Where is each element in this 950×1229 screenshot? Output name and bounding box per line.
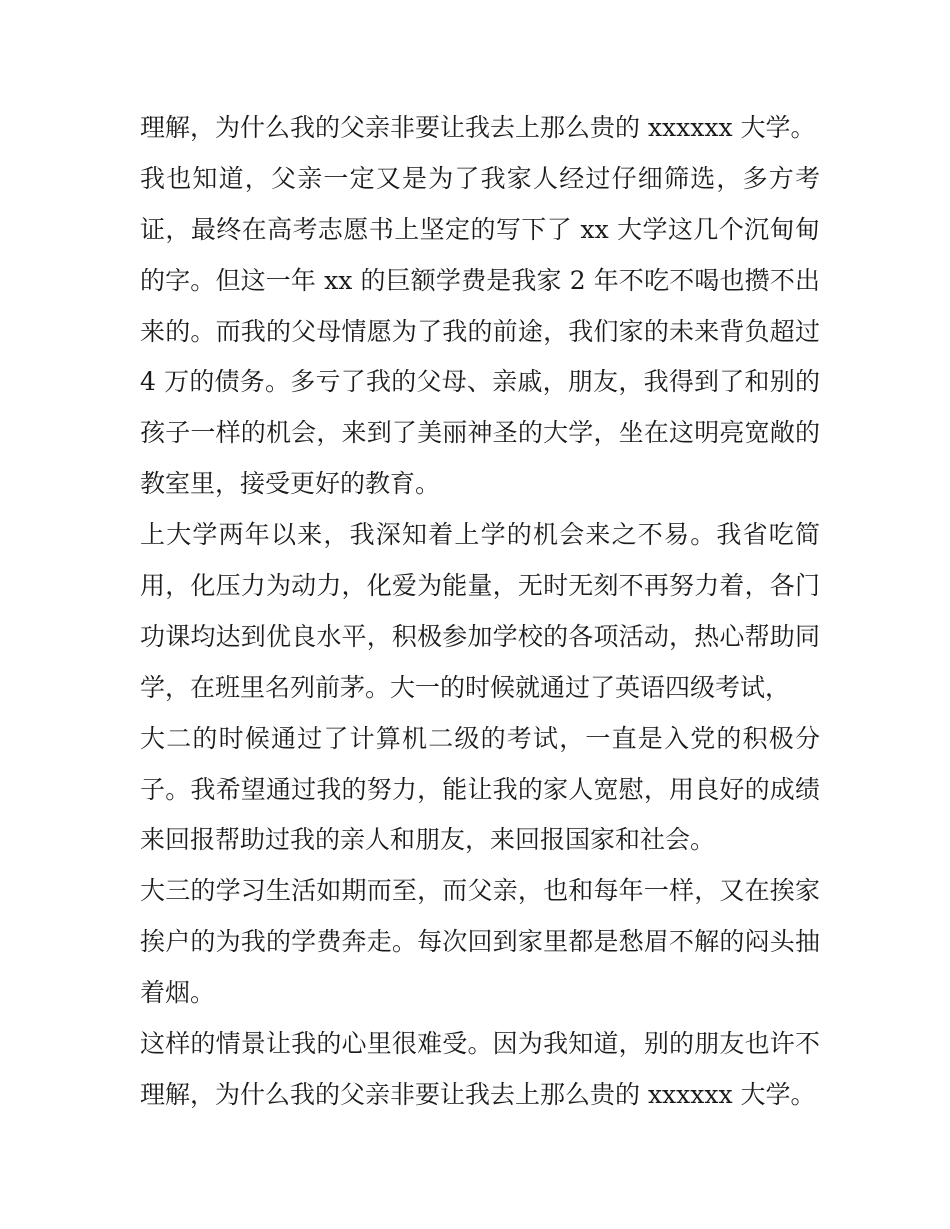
- text-line: 大三的学习生活如期而至，而父亲，也和每年一样，又在挨家: [140, 876, 820, 906]
- text-line: 理解，为什么我的父亲非要让我去上那么贵的 xxxxxx 大学。: [140, 1079, 816, 1109]
- text-line: 用，化压力为动力，化爱为能量，无时无刻不再努力着，各门: [140, 571, 820, 601]
- text-line: 证，最终在高考志愿书上坚定的写下了 xx 大学这几个沉甸甸: [140, 214, 820, 244]
- text-line: 理解，为什么我的父亲非要让我去上那么贵的 xxxxxx 大学。: [140, 113, 816, 142]
- text-line: 挨户的为我的学费奔走。每次回到家里都是愁眉不解的闷头抽: [140, 927, 820, 957]
- text-line: 这样的情景让我的心里很难受。因为我知道，别的朋友也许不: [140, 1029, 820, 1059]
- text-line: 着烟。: [140, 978, 216, 1008]
- text-line: 大二的时候通过了计算机二级的考试，一直是入党的积极分: [140, 723, 820, 753]
- text-line: 我也知道，父亲一定又是为了我家人经过仔细筛选，多方考: [140, 163, 820, 193]
- text-line: 学，在班里名列前茅。大一的时候就通过了英语四级考试，: [140, 672, 791, 702]
- text-line: 上大学两年以来，我深知着上学的机会来之不易。我省吃简: [140, 520, 820, 550]
- text-line: 4 万的债务。多亏了我的父母、亲戚，朋友，我得到了和别的: [140, 367, 820, 397]
- text-line: 孩子一样的机会，来到了美丽神圣的大学，坐在这明亮宽敞的: [140, 418, 820, 448]
- text-line: 教室里，接受更好的教育。: [140, 469, 441, 499]
- text-line: 来回报帮助过我的亲人和朋友，来回报国家和社会。: [140, 825, 716, 855]
- text-line: 的字。但这一年 xx 的巨额学费是我家 2 年不吃不喝也攒不出: [140, 265, 820, 295]
- text-line: 子。我希望通过我的努力，能让我的家人宽慰，用良好的成绩: [140, 774, 820, 804]
- text-line: 功课均达到优良水平，积极参加学校的各项活动，热心帮助同: [140, 621, 820, 651]
- body-text: [140, 103, 820, 1121]
- text-line: 来的。而我的父母情愿为了我的前途，我们家的未来背负超过: [140, 316, 820, 346]
